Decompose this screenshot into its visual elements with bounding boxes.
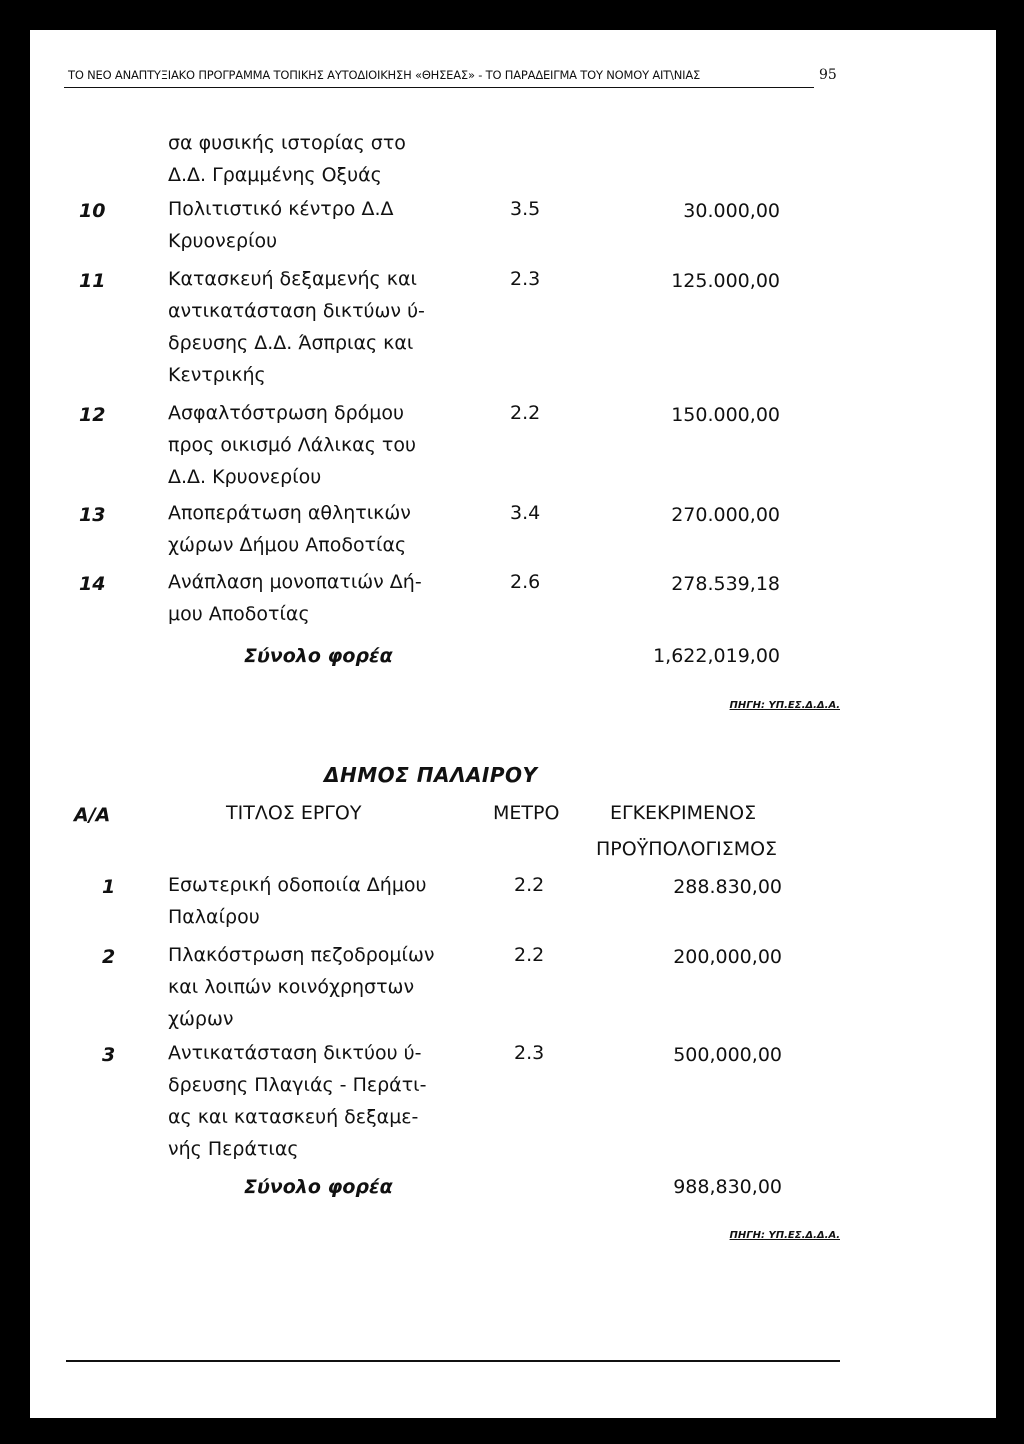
project-title-line: Δ.Δ. Κρυονερίου <box>168 466 322 488</box>
measure-value: 2.6 <box>510 571 541 593</box>
header-measure: ΜΕΤΡΟ <box>493 802 560 824</box>
budget-value: 288.830,00 <box>673 876 782 898</box>
project-title-line: Πολιτιστικό κέντρο Δ.Δ <box>168 198 394 220</box>
project-title-line: μου Αποδοτίας <box>168 603 310 625</box>
project-title-line: χώρων <box>168 1008 234 1030</box>
header-budget-line-1: ΕΓΚΕΚΡΙΜΕΝΟΣ <box>610 802 757 824</box>
project-title-line: και λοιπών κοινόχρηστων <box>168 976 415 998</box>
header-budget-line-2: ΠΡΟΫΠΟΛΟΓΙΣΜΟΣ <box>596 838 778 860</box>
header-aa: Α/Α <box>74 804 111 826</box>
project-title-line: Αντικατάσταση δικτύου ύ- <box>168 1042 422 1064</box>
project-title-line: Κεντρικής <box>168 364 266 386</box>
header-project-title: ΤΙΤΛΟΣ ΕΡΓΟΥ <box>226 802 362 824</box>
row-number: 11 <box>79 270 106 292</box>
measure-value: 2.2 <box>510 402 541 424</box>
row-number: 2 <box>102 946 116 968</box>
budget-value: 125.000,00 <box>671 270 780 292</box>
total-value: 988,830,00 <box>673 1176 782 1198</box>
row-number: 14 <box>79 573 106 595</box>
row-number: 10 <box>79 200 106 222</box>
measure-value: 2.2 <box>514 944 545 966</box>
row-number: 12 <box>79 404 106 426</box>
measure-value: 2.2 <box>514 874 545 896</box>
project-title-line: δρευσης Πλαγιάς - Περάτι- <box>168 1074 427 1096</box>
total-label: Σύνολο φορέα <box>244 1176 393 1198</box>
continuation-line-1: σα φυσικής ιστορίας στο <box>168 132 406 154</box>
project-title-line: Εσωτερική οδοποιία Δήμου <box>168 874 427 896</box>
project-title-line: νής Περάτιας <box>168 1138 299 1160</box>
project-title-line: δρευσης Δ.Δ. Άσπριας και <box>168 332 414 354</box>
project-title-line: προς οικισμό Λάλικας του <box>168 434 416 456</box>
measure-value: 3.5 <box>510 198 541 220</box>
source-note: ΠΗΓΗ: ΥΠ.ΕΣ.Δ.Δ.Α. <box>729 700 840 711</box>
total-value: 1,622,019,00 <box>653 645 780 667</box>
measure-value: 2.3 <box>514 1042 545 1064</box>
budget-value: 270.000,00 <box>671 504 780 526</box>
project-title-line: Πλακόστρωση πεζοδρομίων <box>168 944 435 966</box>
project-title-line: Κρυονερίου <box>168 230 278 252</box>
measure-value: 3.4 <box>510 502 541 524</box>
running-header: ΤΟ ΝΕΟ ΑΝΑΠΤΥΞΙΑΚΟ ΠΡΟΓΡΑΜΜΑ ΤΟΠΙΚΗΣ ΑΥΤΟΔΙΟΙΚΗΣΗ «ΘΗΣΕΑΣ» - ΤΟ ΠΑΡΑΔΕΙΓΜΑ ΤΟΥ ΝΟΜΟΥ ΑΙΤ\ΝΙΑΣ <box>68 68 701 82</box>
project-title-line: ας και κατασκευή δεξαμε- <box>168 1106 419 1128</box>
budget-value: 200,000,00 <box>673 946 782 968</box>
project-title-line: Ανάπλαση μονοπατιών Δή- <box>168 571 422 593</box>
continuation-line-2: Δ.Δ. Γραμμένης Οξυάς <box>168 164 382 186</box>
project-title-line: αντικατάσταση δικτύων ύ- <box>168 300 425 322</box>
project-title-line: χώρων Δήμου Αποδοτίας <box>168 534 407 556</box>
measure-value: 2.3 <box>510 268 541 290</box>
budget-value: 278.539,18 <box>671 573 780 595</box>
header-rule <box>64 87 814 88</box>
source-note: ΠΗΓΗ: ΥΠ.ΕΣ.Δ.Δ.Α. <box>729 1230 840 1241</box>
project-title-line: Κατασκευή δεξαμενής και <box>168 268 417 290</box>
municipality-title: ΔΗΜΟΣ ΠΑΛΑΙΡΟΥ <box>324 763 538 787</box>
row-number: 3 <box>102 1044 116 1066</box>
budget-value: 500,000,00 <box>673 1044 782 1066</box>
page-number: 95 <box>819 67 837 83</box>
row-number: 1 <box>102 876 116 898</box>
footer-rule <box>66 1360 840 1362</box>
project-title-line: Παλαίρου <box>168 906 260 928</box>
row-number: 13 <box>79 504 106 526</box>
total-label: Σύνολο φορέα <box>244 645 393 667</box>
budget-value: 30.000,00 <box>683 200 780 222</box>
project-title-line: Αποπεράτωση αθλητικών <box>168 502 411 524</box>
document-page <box>30 30 996 1418</box>
budget-value: 150.000,00 <box>671 404 780 426</box>
project-title-line: Ασφαλτόστρωση δρόμου <box>168 402 404 424</box>
